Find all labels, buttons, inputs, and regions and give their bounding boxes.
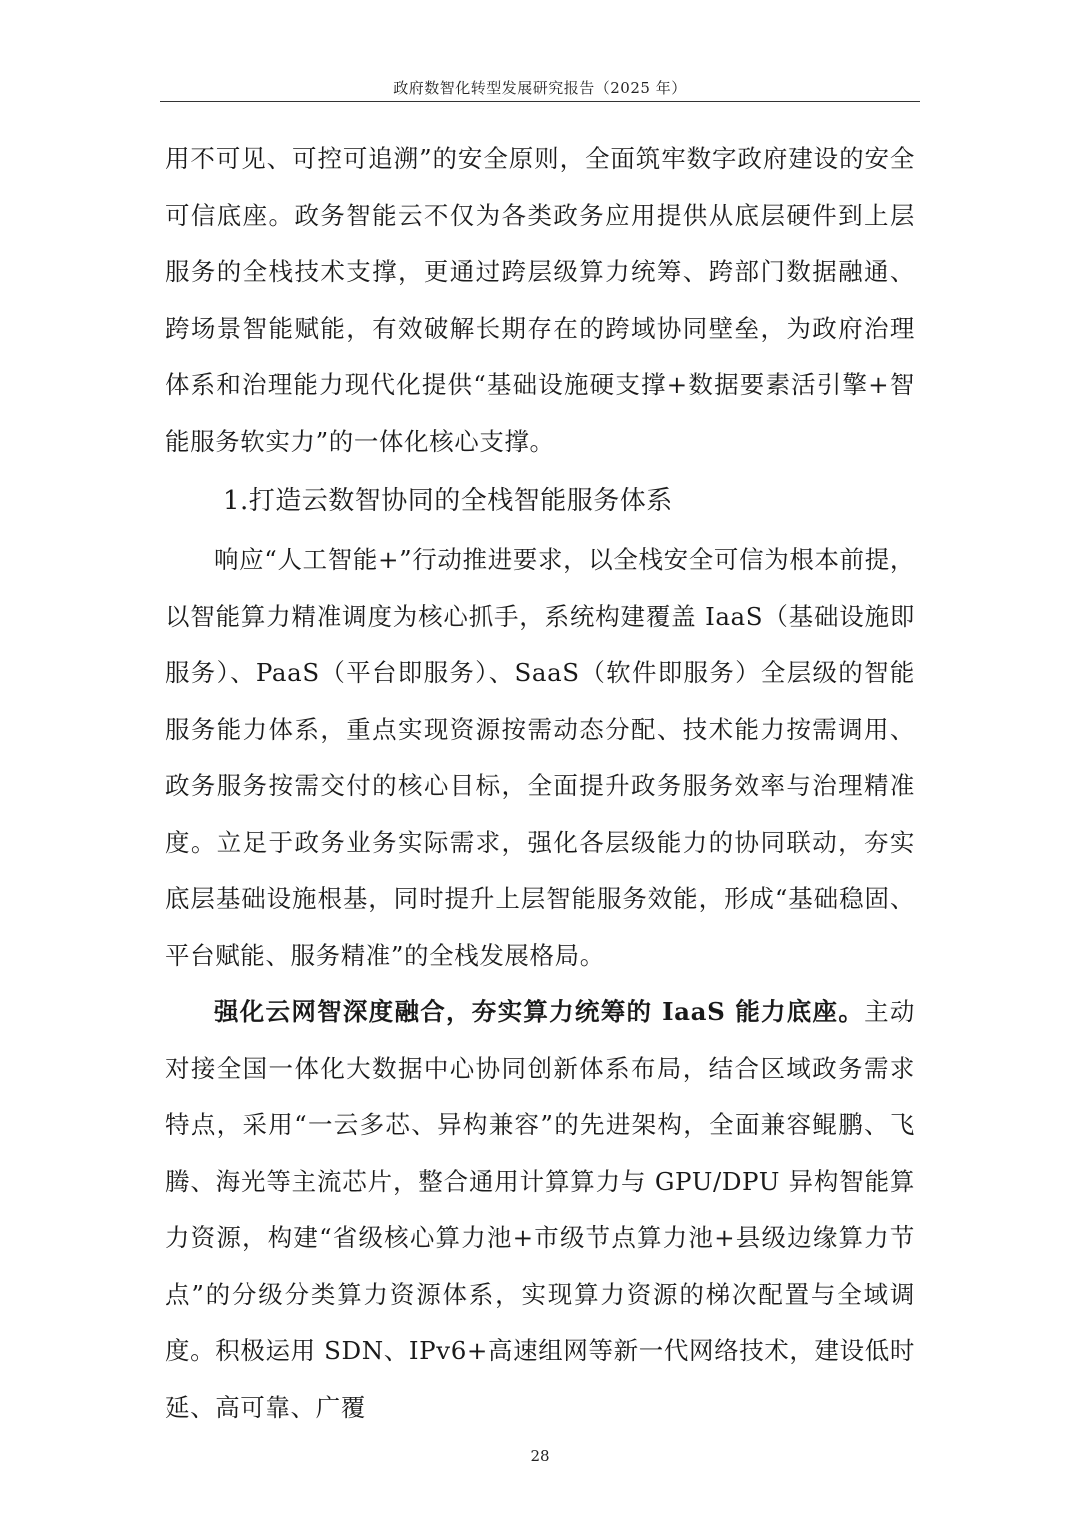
running-header-title: 政府数智化转型发展研究报告（2025 年） xyxy=(393,79,687,97)
paragraph-iaas xyxy=(165,984,915,1436)
paragraph-full-stack-services: 响应“人工智能+”行动推进要求，以全栈安全可信为根本前提，以智能算力精准调度为核心抓手，系统构建覆盖 IaaS（基础设施即服务）、PaaS（平台即服务）、SaaS（软件即服务）全层级的智能服务能力体系，重点实现资源按需动态分配、技术能力按需调用、政务服务按需交付的核心目标，全面提升政务服务效率与治理精准度。立足于政务业务实际需求，强化各层级能力的协同联动，夯实底层基础设施根基，同时提升上层智能服务效能，形成“基础稳固、平台赋能、服务精准”的全栈发展格局。 xyxy=(165,545,915,970)
header-divider xyxy=(160,101,920,102)
paragraph-iaas-lead: 强化云网智深度融合，夯实算力统筹的 IaaS 能力底座。 xyxy=(214,997,865,1026)
paragraph-iaas-text: 主动对接全国一体化大数据中心协同创新体系布局，结合区域政务需求特点，采用“一云多芯、异构兼容”的先进架构，全面兼容鲲鹏、飞腾、海光等主流芯片，整合通用计算算力与 GPU/DPU 异构智能算力资源，构建“省级核心算力池+市级节点算力池+县级边缘算力节点”的分级分类算力资源体系，实现算力资源的梯次配置与全域调度。积极运用 SDN、IPv6+高速组网等新一代网络技术，建设低时延、高可靠、广覆 xyxy=(165,997,916,1422)
section-heading: 1.打造云数智协同的全栈智能服务体系 xyxy=(223,486,673,516)
paragraph-continuation: 用不可见、可控可追溯”的安全原则，全面筑牢数字政府建设的安全可信底座。政务智能云不仅为各类政务应用提供从底层硬件到上层服务的全栈技术支撑，更通过跨层级算力统筹、跨部门数据融通、跨场景智能赋能，有效破解长期存在的跨域协同壁垒，为政府治理体系和治理能力现代化提供“基础设施硬支撑+数据要素活引擎+智能服务软实力”的一体化核心支撑。 xyxy=(165,144,915,456)
page-number: 28 xyxy=(530,1447,550,1465)
page-body xyxy=(165,131,915,1436)
